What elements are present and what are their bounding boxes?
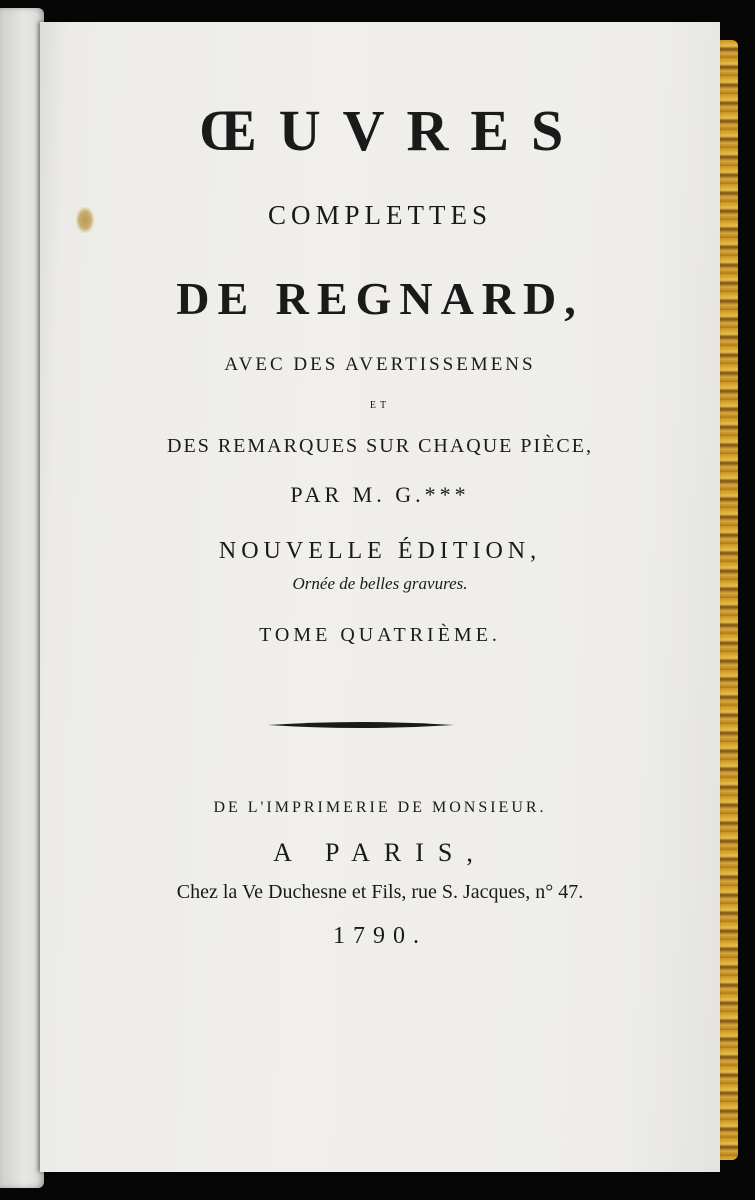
- place-line: A PARIS,: [273, 838, 487, 867]
- subtitle-avertissemens: AVEC DES AVERTISSEMENS: [224, 354, 536, 375]
- publisher-line: Chez la Ve Duchesne et Fils, rue S. Jacques, n° 47.: [176, 881, 584, 903]
- engravings-note: Ornée de belles gravures.: [292, 574, 468, 593]
- ornamental-rule: [268, 718, 454, 732]
- publication-year: 1790.: [333, 923, 427, 949]
- subtitle-remarques: DES REMARQUES SUR CHAQUE PIÈCE,: [167, 435, 593, 457]
- left-book-leaf: [0, 8, 44, 1188]
- volume-line: TOME QUATRIÈME.: [259, 624, 501, 646]
- editor-line: PAR M. G.***: [290, 482, 470, 507]
- subtitle-et: ET: [369, 400, 391, 411]
- title-oeuvres: ŒUVRES: [198, 98, 586, 163]
- title-author: DE REGNARD,: [176, 273, 584, 324]
- title-complettes: COMPLETTES: [267, 200, 492, 230]
- title-page: [40, 22, 720, 1172]
- printer-line: DE L'IMPRIMERIE DE MONSIEUR.: [213, 799, 547, 816]
- edition-line: NOUVELLE ÉDITION,: [218, 538, 542, 564]
